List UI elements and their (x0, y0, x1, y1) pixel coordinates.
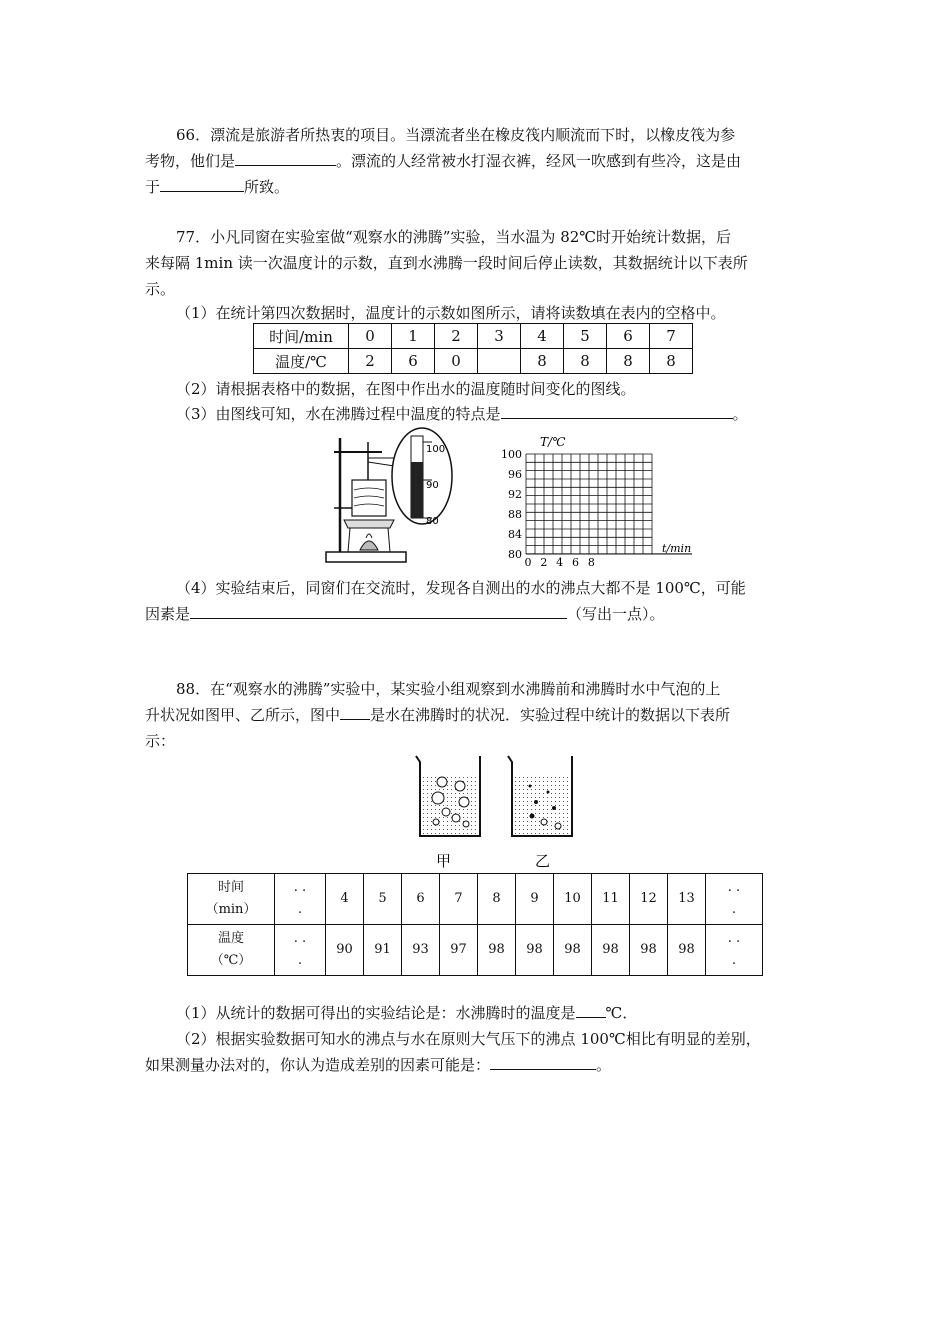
table-cell: 98 (516, 925, 554, 976)
ellipsis-bottom: . (731, 902, 737, 917)
ellipsis-cell (706, 925, 763, 976)
q88-line2 (145, 702, 730, 728)
table-cell: 3 (478, 324, 521, 349)
q66-line2 (145, 148, 741, 174)
ellipsis-top: . . (727, 931, 741, 946)
table-cell: 5 (564, 324, 607, 349)
ellipsis-cell (706, 874, 763, 925)
ellipsis-cell (275, 925, 326, 976)
answer-cell[interactable] (478, 349, 521, 374)
time-header-line1: 时间 (217, 880, 244, 895)
q88-sub2-end: 。 (596, 1056, 612, 1074)
table-cell: 7 (440, 874, 478, 925)
table-cell: 0 (435, 349, 478, 374)
q77-sub2: （2）请根据表格中的数据，在图中作出水的温度随时间变化的图线。 (176, 380, 636, 398)
table-row (254, 349, 693, 374)
table-cell: 8 (607, 349, 650, 374)
q88-line2-end: 是水在沸腾时的状况．实验过程中统计的数据以下表所 (370, 706, 731, 724)
label-jia: 甲 (436, 852, 452, 870)
temp-header-line2: （℃） (210, 953, 252, 968)
beakers-figure (410, 752, 590, 872)
x-tick-label: 4 (556, 555, 564, 569)
time-header (188, 874, 275, 925)
graph-x-axis-label: t/min (662, 542, 692, 555)
thermometer-tick-100: 100 (426, 444, 446, 455)
q66-line3-start: 于 (145, 178, 161, 196)
q88-sub2-line2 (145, 1052, 611, 1078)
q88-line2-start: 升状况如图甲、乙所示，图中 (145, 706, 341, 724)
q88-sub2-start: 如果测量办法对的，你认为造成差别的因素可能是： (145, 1056, 491, 1074)
y-tick-label: 84 (508, 527, 522, 541)
table-cell: 7 (650, 324, 693, 349)
table-cell: 98 (554, 925, 592, 976)
q88-sub2: （2）根据实验数据可知水的沸点与水在原则大气压下的沸点 100℃相比有明显的差别， (176, 1030, 761, 1048)
table-cell: 11 (592, 874, 630, 925)
q88-sub1-end: ℃． (605, 1004, 638, 1022)
q66-answer-blank-2[interactable] (160, 175, 244, 192)
y-tick-label: 100 (501, 448, 522, 461)
q77-sub3 (176, 401, 748, 427)
table-cell: 90 (326, 925, 364, 976)
time-header: 时间/min (254, 324, 349, 349)
table-cell: 93 (402, 925, 440, 976)
time-header-line2: （min） (205, 902, 257, 917)
q66-line2-start: 考物，他们是 (145, 152, 236, 170)
y-tick-label: 92 (508, 487, 522, 501)
table-cell: 8 (521, 349, 564, 374)
table-row (188, 874, 763, 925)
q77-sub4-line2 (145, 601, 665, 627)
table-cell: 9 (516, 874, 554, 925)
table-cell: 4 (521, 324, 564, 349)
q77-line2: 来每隔 1min 读一次温度计的示数，直到水沸腾一段时间后停止读数，其数据统计以下表所 (145, 254, 748, 272)
q88-answer-blank-2[interactable] (576, 1001, 606, 1018)
y-tick-label: 96 (508, 467, 522, 481)
x-tick-label: 8 (587, 555, 595, 569)
table-cell: 13 (668, 874, 706, 925)
q88-sub1 (176, 1000, 637, 1026)
table-cell: 98 (478, 925, 516, 976)
table-row (188, 925, 763, 976)
temp-header (188, 925, 275, 976)
q88-answer-blank-3[interactable] (490, 1053, 596, 1070)
q88-data-table (187, 873, 763, 976)
table-cell: 8 (564, 349, 607, 374)
table-cell: 8 (650, 349, 693, 374)
graph-y-axis-label: T/℃ (540, 435, 566, 449)
table-cell: 6 (402, 874, 440, 925)
q66-line3 (145, 174, 289, 200)
table-cell: 97 (440, 925, 478, 976)
q77-sub4: （4）实验结束后，同窗们在交流时，发现各自测出的水的沸点大都不是 100℃，可能 (176, 579, 746, 597)
thermometer-tick-90: 90 (426, 480, 439, 491)
table-cell: 1 (392, 324, 435, 349)
temp-header: 温度/℃ (254, 349, 349, 374)
x-tick-label: 6 (572, 555, 580, 569)
table-cell: 6 (607, 324, 650, 349)
q77-sub3-start: （3）由图线可知，水在沸腾过程中温度的特点是 (176, 405, 501, 423)
y-tick-label: 88 (508, 507, 522, 521)
q77-line3: 示。 (145, 280, 176, 298)
x-tick-label: 0 (524, 555, 532, 569)
boiling-apparatus-figure (320, 428, 456, 566)
x-tick-label: 2 (540, 555, 548, 569)
q77-sub1: （1）在统计第四次数据时，温度计的示数如图所示，请将读数填在表内的空格中。 (176, 304, 726, 322)
thermometer-tick-80: 80 (426, 516, 439, 527)
ellipsis-top: . . (293, 880, 307, 895)
q88-sub1-start: （1）从统计的数据可得出的实验结论是：水沸腾时的温度是 (176, 1004, 576, 1022)
q88-line1: 88．在“观察水的沸腾”实验中，某实验小组观察到水沸腾前和沸腾时水中气泡的上 (176, 680, 721, 698)
table-cell: 2 (349, 349, 392, 374)
q77-data-table (253, 323, 693, 374)
q77-sub3-end: 。 (732, 405, 748, 423)
ellipsis-top: . . (727, 880, 741, 895)
temperature-time-grid (496, 432, 706, 570)
table-cell: 2 (435, 324, 478, 349)
q77-sub4-start: 因素是 (145, 605, 191, 623)
ellipsis-bottom: . (297, 953, 303, 968)
beaker-jia (416, 756, 480, 836)
q77-line1: 77．小凡同窗在实验室做“观察水的沸腾”实验，当水温为 82℃时开始统计数据，后 (176, 228, 732, 246)
table-cell: 12 (630, 874, 668, 925)
ellipsis-cell (275, 874, 326, 925)
table-cell: 6 (392, 349, 435, 374)
beaker-yi (508, 756, 572, 836)
y-tick-label: 80 (508, 547, 522, 561)
q66-line3-end: 所致。 (244, 178, 290, 196)
q88-answer-blank-1[interactable] (340, 703, 370, 720)
q77-sub4-end: （写出一点）。 (567, 605, 665, 623)
table-row (254, 324, 693, 349)
q66-answer-blank-1[interactable] (235, 149, 336, 166)
temp-header-line1: 温度 (217, 931, 244, 946)
table-cell: 10 (554, 874, 592, 925)
label-yi: 乙 (535, 852, 551, 870)
table-cell: 98 (630, 925, 668, 976)
ellipsis-bottom: . (731, 953, 737, 968)
q77-answer-blank-4[interactable] (190, 602, 567, 619)
table-cell: 8 (478, 874, 516, 925)
table-cell: 98 (592, 925, 630, 976)
q77-answer-blank-3[interactable] (501, 402, 733, 419)
ellipsis-bottom: . (297, 902, 303, 917)
table-cell: 0 (349, 324, 392, 349)
q66-line2-end: 。漂流的人经常被水打湿衣裤，经风一吹感到有些冷，这是由 (336, 152, 742, 170)
table-cell: 98 (668, 925, 706, 976)
ellipsis-top: . . (293, 931, 307, 946)
table-cell: 4 (326, 874, 364, 925)
q88-line3: 示： (145, 732, 176, 750)
table-cell: 91 (364, 925, 402, 976)
table-cell: 5 (364, 874, 402, 925)
q66-line1: 66．漂流是旅游者所热衷的项目。当漂流者坐在橡皮筏内顺流而下时，以橡皮筏为参 (176, 126, 736, 144)
